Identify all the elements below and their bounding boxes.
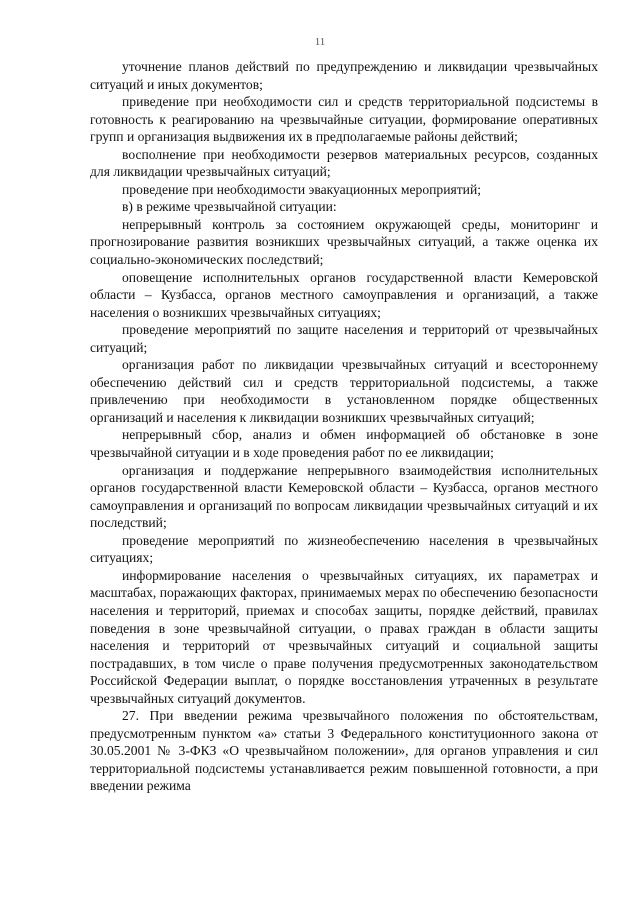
paragraph: проведение при необходимости эвакуационных мероприятий; [122,181,481,197]
paragraph: информирование населения о чрезвычайных ситуациях, их параметрах и масштабах, поражающих факторах, принимаемых мерах по обеспечению безопасности населения и территорий, приемах и способах защиты, порядке действий, правилах поведения в зоне чрезвычайной ситуации, о правах граждан в области защиты населения и территорий от чрезвычайных ситуаций и социальной защиты пострадавших, в том числе о праве получения предусмотренных законодательством Российской Федерации выплат, о порядке восстановления утраченных в результате чрезвычайных ситуаций документов. [90,567,598,706]
page-number: 11 [314,36,326,48]
paragraph: 27. При введении режима чрезвычайного положения по обстоятельствам, предусмотренным пунктом «а» статьи 3 Федерального конституционного закона от 30.05.2001 № 3-ФКЗ «О чрезвычайном положении», для органов управления и сил территориальной подсистемы устанавливается режим повышенной готовности, а при введении режима [90,708,598,794]
paragraph: уточнение планов действий по предупреждению и ликвидации чрезвычайных ситуаций и иных документов; [90,59,598,92]
paragraph: организация и поддержание непрерывного взаимодействия исполнительных органов государственной власти Кемеровской области – Кузбасса, органов местного самоуправления и организаций по вопросам ликвидации чрезвычайных ситуаций и их последствий; [90,462,598,531]
paragraph: приведение при необходимости сил и средств территориальной подсистемы в готовность к реагированию на чрезвычайные ситуации, формирование оперативных групп и организация выдвижения их в предполагаемые районы действий; [90,94,598,145]
document-body [90,58,598,795]
paragraph: непрерывный сбор, анализ и обмен информацией об обстановке в зоне чрезвычайной ситуации и в ходе проведения работ по ее ликвидации; [90,427,598,461]
paragraph: непрерывный контроль за состоянием окружающей среды, мониторинг и прогнозирование развития возникших чрезвычайных ситуаций, а также оценка их социально-экономических последствий; [90,216,598,268]
paragraph: оповещение исполнительных органов государственной власти Кемеровской области – Кузбасса, органов местного самоуправления и организаций, а также населения о возникших чрезвычайных ситуациях; [90,269,598,320]
paragraph: восполнение при необходимости резервов материальных ресурсов, созданных для ликвидации чрезвычайных ситуаций; [90,146,598,180]
paragraph: проведение мероприятий по защите населения и территорий от чрезвычайных ситуаций; [90,322,598,355]
paragraph: организация работ по ликвидации чрезвычайных ситуаций и всестороннему обеспечению действий сил и средств территориальной подсистемы, а также привлечению при необходимости в установленном порядке общественных организаций и населения к ликвидации возникших чрезвычайных ситуаций; [90,357,598,425]
paragraph: проведение мероприятий по жизнеобеспечению населения в чрезвычайных ситуациях; [90,532,598,566]
paragraph: в) в режиме чрезвычайной ситуации: [122,199,337,215]
